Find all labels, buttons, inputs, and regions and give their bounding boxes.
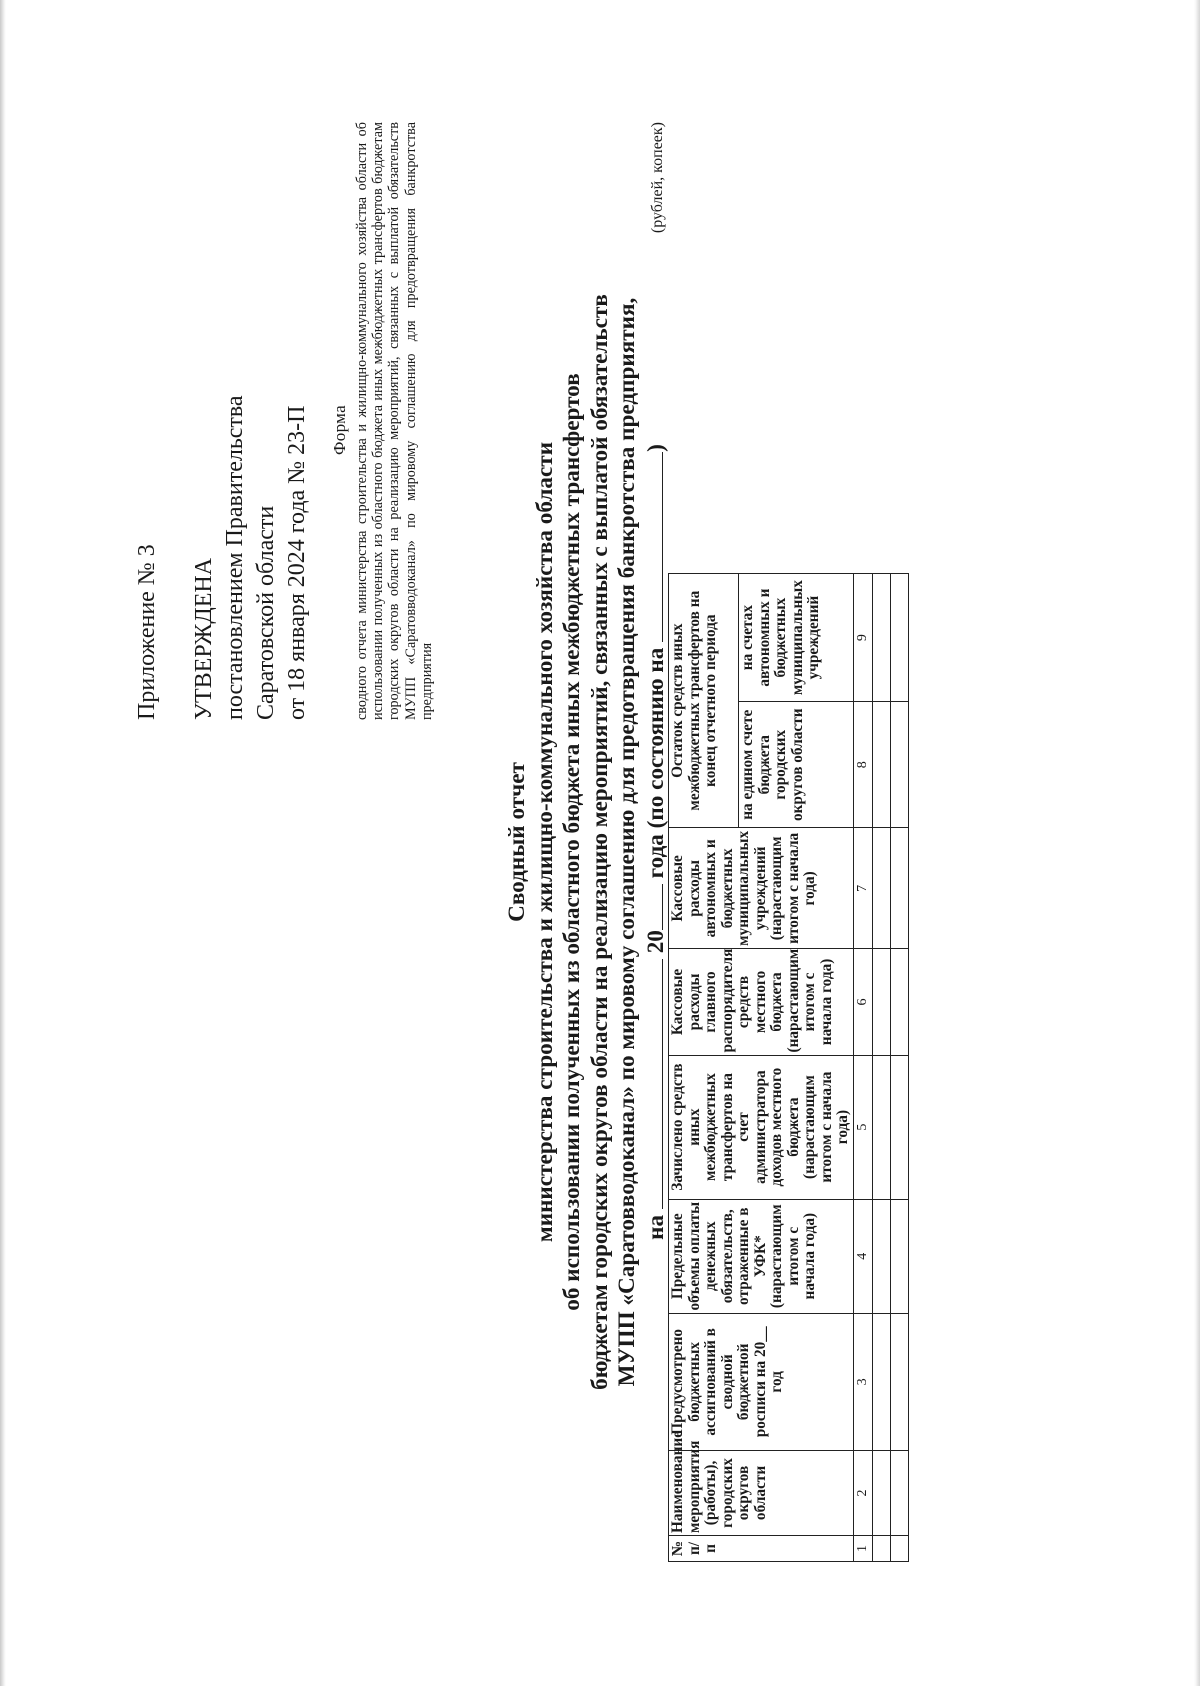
table-cell [873, 828, 891, 949]
table-blank-area [669, 122, 854, 574]
header-payment-limits: Предельные объемы оплаты денежных обязательств, отраженные в УФК* (нарастающим итогом с начала года) [669, 1199, 854, 1313]
table-cell [873, 949, 891, 1055]
table-cell [873, 1199, 891, 1313]
report-line-2: об использовании полученных из областного бюджета иных межбюджетных трансфертов [559, 373, 585, 1311]
header-main-manager-expenses: Кассовые расходы главного распорядителя средств местного бюджета (нарастающим итогом с начала года) [669, 949, 854, 1055]
table-cell [891, 702, 909, 828]
scan-edge-right [1194, 0, 1200, 1686]
report-year-prefix: 20 [642, 930, 669, 954]
report-line-3: бюджетам городских округов области на реализацию мероприятий, связанных с выплатой обязательств [586, 294, 613, 1390]
document-page [112, 112, 870, 1582]
resolution-line-1: постановлением Правительства [222, 395, 248, 720]
report-line-5 [642, 132, 671, 1552]
table-cell [873, 702, 891, 828]
header-institution-accounts: на счетах автономных и бюджетных муниципальных учреждений [739, 574, 853, 702]
column-number: 4 [853, 1199, 873, 1313]
report-table [668, 122, 909, 1562]
table-cell [891, 1535, 909, 1561]
scan-edge-left [0, 0, 6, 1686]
date-fill-line [642, 959, 663, 1209]
year-fill-line [642, 884, 663, 930]
column-number: 1 [853, 1535, 873, 1561]
table-cell [891, 1199, 909, 1313]
table-header-row [669, 122, 739, 1562]
table-row [873, 122, 891, 1562]
resolution-line-3: от 18 января 2024 года № 23-П [284, 405, 310, 720]
header-budget-allocations: Предусмотрено бюджетных ассигнований в сводной бюджетной росписи на 20__ год [669, 1313, 854, 1450]
column-number: 9 [853, 574, 873, 702]
table-cell [891, 1055, 909, 1199]
table-blank-area [891, 122, 909, 574]
column-number: 3 [853, 1313, 873, 1450]
header-single-account: на едином счете бюджета городских округов области [739, 702, 853, 828]
report-line-1: министерства строительства и жилищно-коммунального хозяйства области [531, 441, 558, 1243]
header-remaining-funds: Остаток средств иных межбюджетных трансфертов на конец отчетного периода [669, 574, 739, 828]
table-cell [873, 1535, 891, 1561]
units-label: (рублей, копеек) [649, 122, 666, 234]
table-blank-area [873, 122, 891, 574]
column-number: 6 [853, 949, 873, 1055]
appendix-title: Приложение № 3 [134, 544, 160, 720]
table-blank-area [853, 122, 873, 574]
header-event-name: Наименование мероприятия (работы), городских округов области [669, 1450, 854, 1535]
report-as-of-label: года (по состоянию на [642, 647, 669, 879]
header-credited-funds: Зачислено средств иных межбюджетных трансфертов на счет администратора доходов местного бюджета (нарастающим итогом с начала года) [669, 1055, 854, 1199]
approved-label: УТВЕРЖДЕНА [191, 557, 217, 720]
table-cell [891, 1313, 909, 1450]
as-of-fill-line [642, 452, 663, 642]
table-cell [873, 1450, 891, 1535]
approval-stamp [132, 160, 313, 720]
report-close-paren: ) [642, 444, 669, 452]
table-cell [891, 1450, 909, 1535]
report-line-4: МУПП «Саратовводоканал» по мировому соглашению для предотвращения банкротства предприятия, [614, 297, 640, 1387]
report-date-prefix: на [642, 1214, 669, 1240]
header-institution-expenses: Кассовые расходы автономных и бюджетных муниципальных учреждений (нарастающим итогом с начала года) [669, 828, 854, 949]
table-cell [873, 1313, 891, 1450]
column-number: 2 [853, 1450, 873, 1535]
report-title: Сводный отчет [504, 762, 530, 922]
table-number-row [853, 122, 873, 1562]
form-description: сводного отчета министерства строительства и жилищно-коммунального хозяйства области об использовании полученных из областного бюджета иных межбюджетных трансфертов бюджетам городских округов области на реализацию мероприятий, связанных с выплатой обязательств МУПП «Саратовводоканал» по мировому соглашению для предотвращения банкротства предприятия [354, 122, 435, 720]
form-label: Форма [330, 405, 349, 455]
table-cell [891, 828, 909, 949]
resolution-line-2: Саратовской области [253, 505, 279, 720]
header-number: № п/п [669, 1535, 854, 1561]
table-cell [891, 949, 909, 1055]
report-heading [504, 132, 670, 1552]
table-row [891, 122, 909, 1562]
table-cell [873, 1055, 891, 1199]
table-cell [891, 574, 909, 702]
table-cell [873, 574, 891, 702]
column-number: 7 [853, 828, 873, 949]
column-number: 5 [853, 1055, 873, 1199]
column-number: 8 [853, 702, 873, 828]
